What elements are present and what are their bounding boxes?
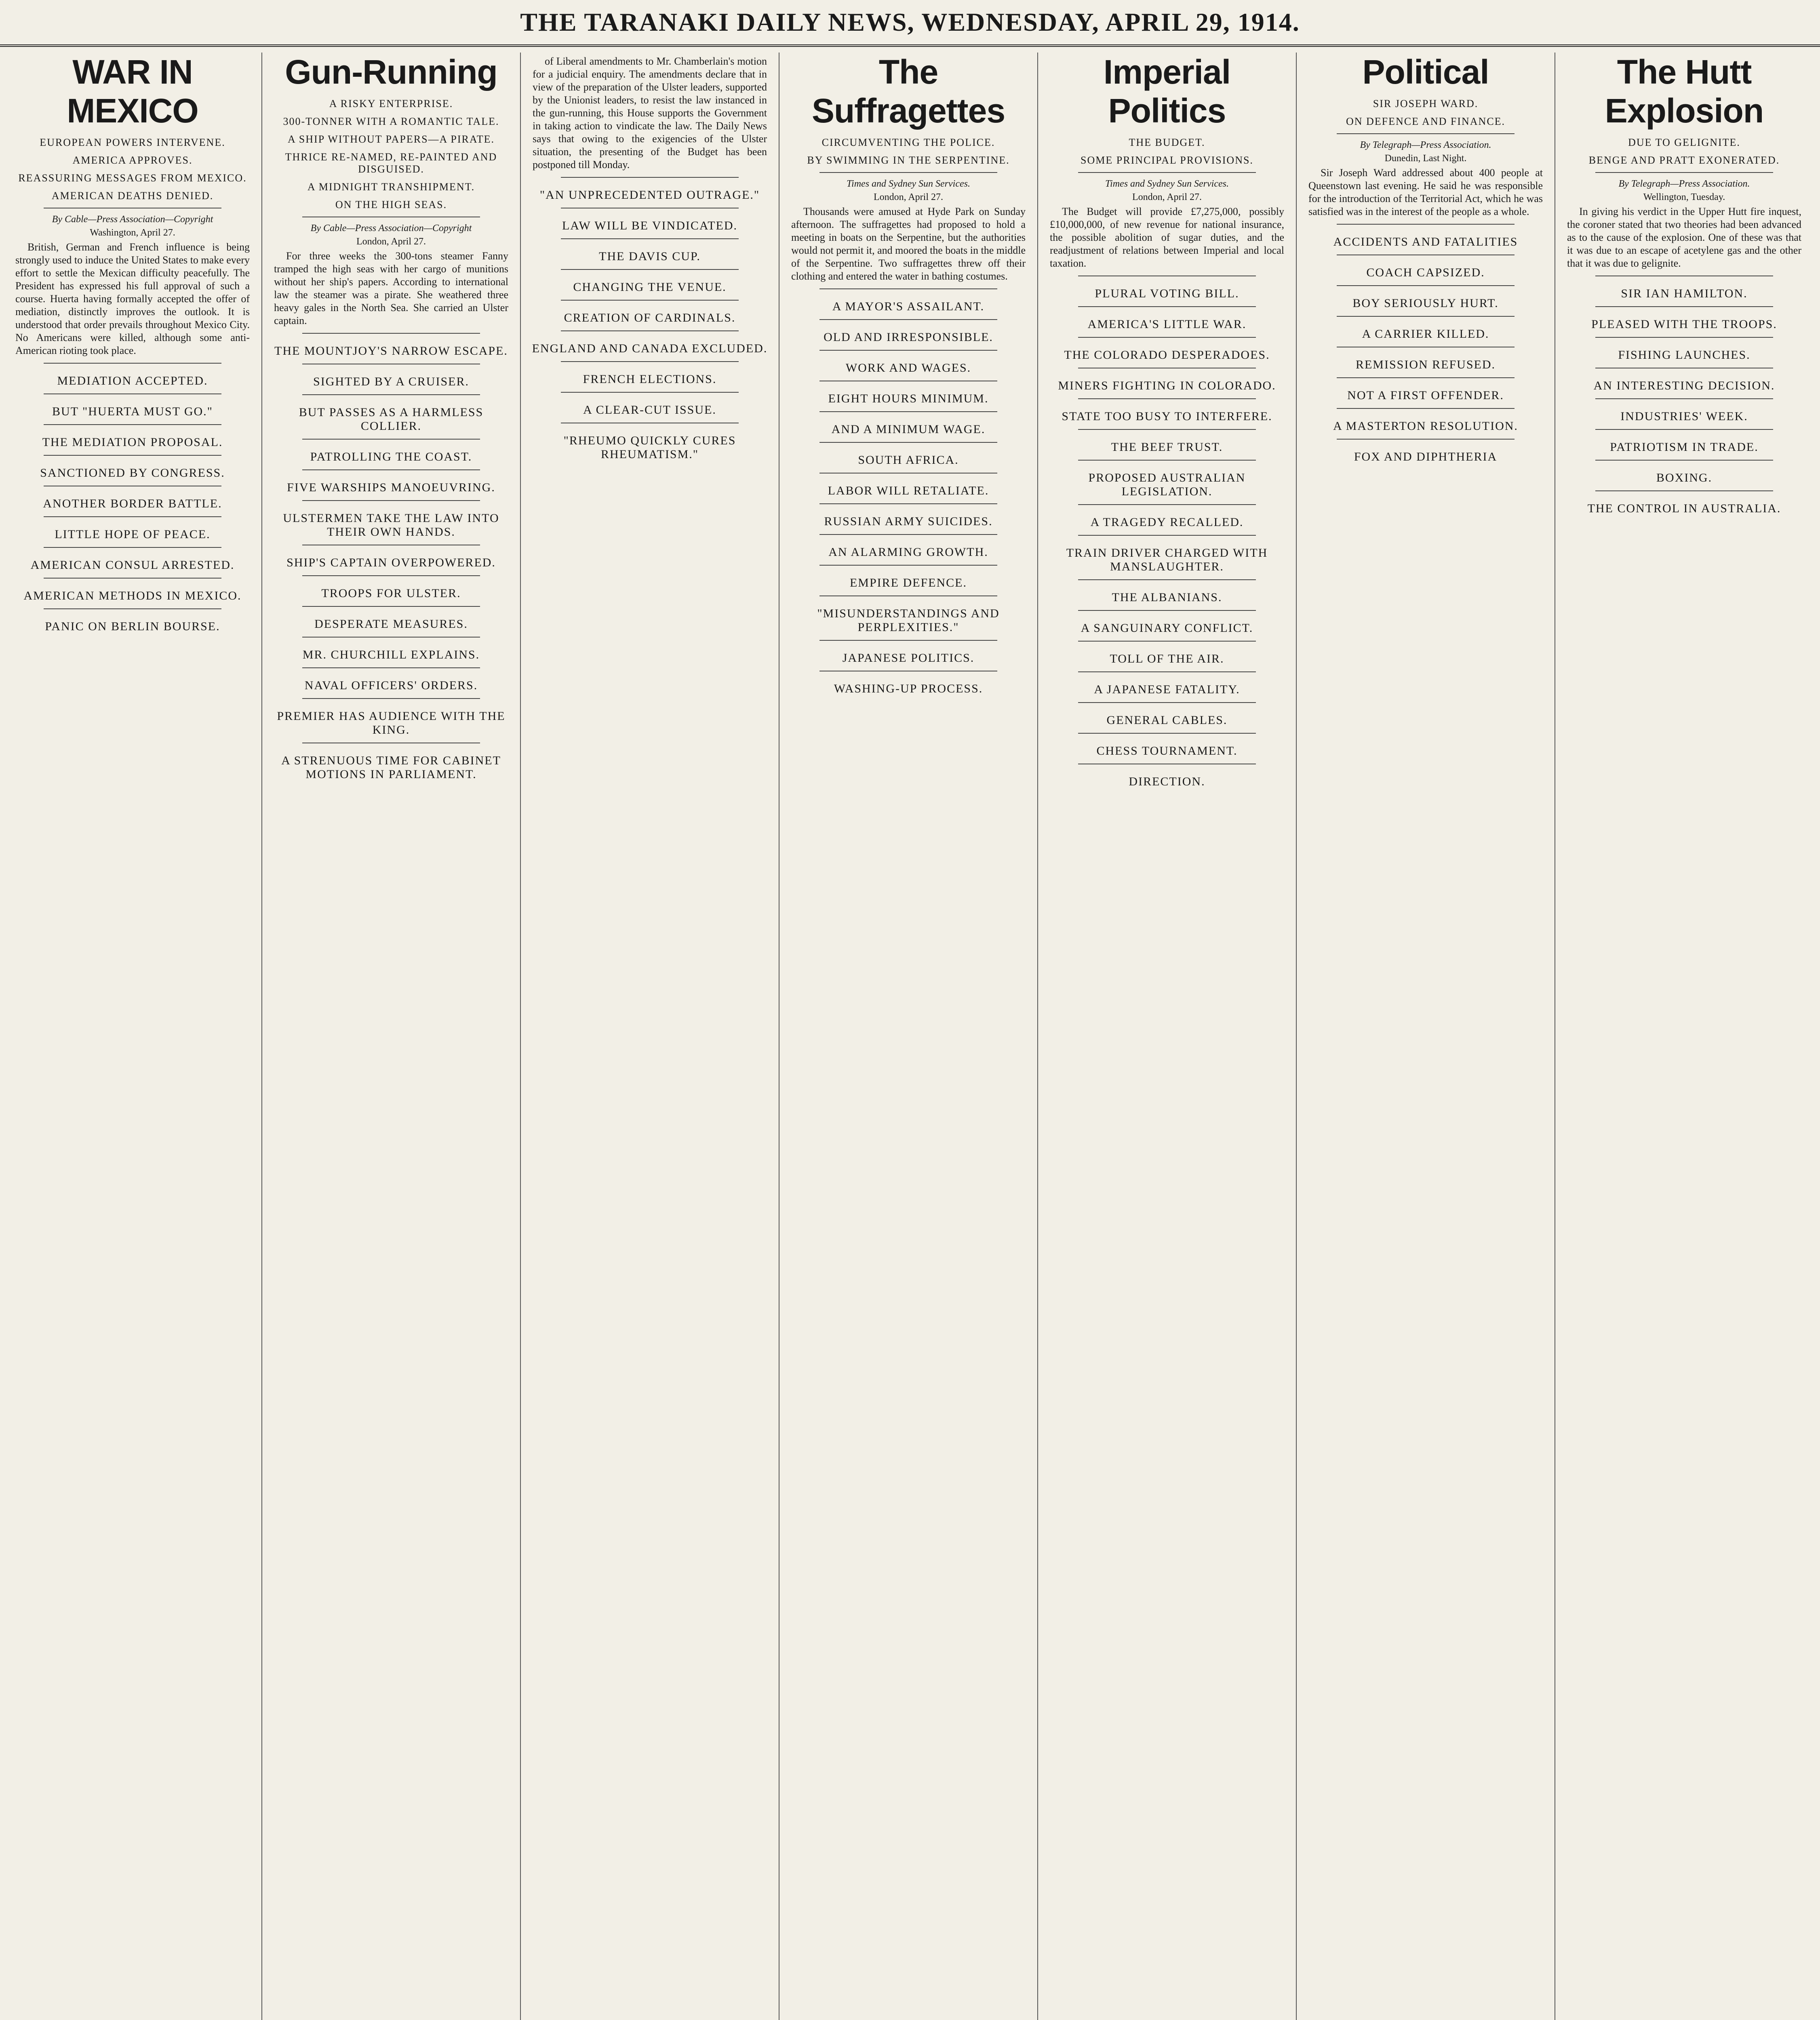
sub-headline: ON DEFENCE AND FINANCE.: [1346, 116, 1506, 127]
divider: [1078, 641, 1256, 642]
divider: [819, 595, 997, 596]
section-heading: FRENCH ELECTIONS.: [583, 372, 717, 386]
section-heading: FIVE WARSHIPS MANOEUVRING.: [287, 481, 495, 494]
divider: [819, 288, 997, 289]
divider: [819, 503, 997, 504]
divider: [44, 455, 221, 456]
sub-headline: BY SWIMMING IN THE SERPENTINE.: [807, 154, 1010, 166]
divider: [819, 640, 997, 641]
dateline: Washington, April 27.: [90, 227, 175, 238]
divider: [302, 667, 480, 668]
divider: [561, 300, 739, 301]
section-heading: SANCTIONED BY CONGRESS.: [40, 466, 225, 480]
section-heading: CHANGING THE VENUE.: [573, 280, 727, 294]
section-heading: STATE TOO BUSY TO INTERFERE.: [1062, 410, 1272, 423]
column-headline: WAR IN MEXICO: [67, 53, 198, 130]
sub-headline: SIR JOSEPH WARD.: [1373, 98, 1479, 109]
section-heading: GENERAL CABLES.: [1106, 713, 1228, 727]
section-heading: SIR IAN HAMILTON.: [1621, 287, 1748, 300]
section-heading: RUSSIAN ARMY SUICIDES.: [824, 515, 993, 528]
divider: [1078, 671, 1256, 672]
article-body: The Budget will provide £7,275,000, possibly £10,000,000, of new revenue for national insurance, the possible abolition of sugar duties, and the readjustment of relations between Imperial and local taxation.: [1050, 206, 1284, 269]
column-rule: [1037, 53, 1038, 2020]
dateline: London, April 27.: [874, 192, 943, 202]
sub-headline: DUE TO GELIGNITE.: [1628, 137, 1740, 148]
divider: [1595, 398, 1773, 399]
sub-headline: A SHIP WITHOUT PAPERS—A PIRATE.: [287, 133, 495, 145]
divider: [819, 442, 997, 443]
divider: [1337, 224, 1515, 225]
article-body: For three weeks the 300-tons steamer Fanny tramped the high seas with her cargo of munitions without her ship's papers. According to international law the steamer was a pirate. She weathered three heavy gales in the North Sea. She carried an Ulster captain.: [274, 250, 508, 326]
divider: [302, 469, 480, 470]
section-heading: TOLL OF THE AIR.: [1110, 652, 1224, 665]
article-body: In giving his verdict in the Upper Hutt fire inquest, the coroner stated that two theories had been advanced as to the cause of the explosion. One of these was that it was due to an escape of acetylene gas and the other that it was due to gelignite.: [1567, 206, 1801, 269]
news-column: [529, 53, 771, 2020]
sub-headline: A MIDNIGHT TRANSHIPMENT.: [307, 181, 475, 193]
section-heading: "MISUNDERSTANDINGS AND PERPLEXITIES.": [817, 607, 1000, 634]
sub-headline: ON THE HIGH SEAS.: [335, 199, 447, 210]
section-heading: ENGLAND AND CANADA EXCLUDED.: [532, 342, 768, 355]
divider: [1337, 408, 1515, 409]
news-column: [270, 53, 512, 2020]
sub-headline: 300-TONNER WITH A ROMANTIC TALE.: [283, 116, 499, 127]
divider: [44, 424, 221, 425]
divider: [561, 269, 739, 270]
column-rule: [261, 53, 262, 2020]
sub-headline: CIRCUMVENTING THE POLICE.: [822, 137, 995, 148]
column-headline: Imperial Politics: [1103, 53, 1231, 130]
divider: [1595, 337, 1773, 338]
divider: [1078, 398, 1256, 399]
section-heading: A MASTERTON RESOLUTION.: [1333, 419, 1518, 433]
section-heading: THE COLORADO DESPERADOES.: [1064, 348, 1270, 362]
divider: [1337, 377, 1515, 378]
section-heading: ACCIDENTS AND FATALITIES: [1333, 235, 1518, 248]
divider: [819, 565, 997, 566]
dateline: Dunedin, Last Night.: [1384, 153, 1467, 164]
section-heading: FOX AND DIPHTHERIA: [1354, 450, 1498, 463]
divider: [44, 578, 221, 579]
section-heading: THE MEDIATION PROPOSAL.: [42, 436, 223, 449]
dateline: London, April 27.: [1132, 192, 1202, 202]
article-body: Thousands were amused at Hyde Park on Sunday afternoon. The suffragettes had proposed to hold a meeting in boats on the Serpentine, but the authorities would not permit it, and moored the boats in the middle of the Serpentine. Two suffragettes threw off their clothing and entered the water in bathing costumes.: [791, 206, 1026, 282]
section-heading: TRAIN DRIVER CHARGED WITH MANSLAUGHTER.: [1066, 546, 1268, 573]
news-column: [787, 53, 1030, 2020]
section-heading: BOY SERIOUSLY HURT.: [1352, 297, 1499, 310]
section-heading: THE MOUNTJOY'S NARROW ESCAPE.: [274, 344, 508, 358]
article-body: of Liberal amendments to Mr. Chamberlain's motion for a judicial enquiry. The amendments declare that in view of the preparation of the Ulster leaders, supported by the Unionist leaders, to resist the law instanced in the gun-running, this House supports the Government in taking action to vindicate the law. The Daily News says that owing to the exigencies of the Ulster situation, the presenting of the Budget has been postponed till Monday.: [533, 55, 767, 170]
section-heading: MR. CHURCHILL EXPLAINS.: [302, 648, 480, 661]
column-rule: [1296, 53, 1297, 2020]
section-heading: LABOR WILL RETALIATE.: [828, 484, 989, 497]
divider: [819, 411, 997, 412]
section-heading: AND A MINIMUM WAGE.: [831, 423, 986, 436]
section-heading: A JAPANESE FATALITY.: [1094, 683, 1240, 696]
divider: [819, 534, 997, 535]
divider: [1078, 535, 1256, 536]
section-heading: A CLEAR-CUT ISSUE.: [583, 403, 716, 417]
divider: [1078, 610, 1256, 611]
section-heading: PROPOSED AUSTRALIAN LEGISLATION.: [1088, 471, 1246, 498]
sub-headline: BENGE AND PRATT EXONERATED.: [1588, 154, 1780, 166]
column-rule: [520, 53, 521, 2020]
section-heading: "RHEUMO QUICKLY CURES RHEUMATISM.": [563, 434, 736, 461]
news-column: [11, 53, 254, 2020]
divider: [44, 393, 221, 394]
divider: [1078, 579, 1256, 580]
divider: [1595, 172, 1773, 173]
section-heading: TROOPS FOR ULSTER.: [321, 587, 461, 600]
section-heading: THE BEEF TRUST.: [1111, 440, 1223, 454]
sub-headline: AMERICAN DEATHS DENIED.: [51, 190, 214, 202]
section-heading: A TRAGEDY RECALLED.: [1090, 516, 1244, 529]
divider: [302, 394, 480, 395]
section-heading: THE DAVIS CUP.: [599, 250, 701, 263]
divider: [1337, 439, 1515, 440]
divider: [302, 575, 480, 576]
section-heading: OLD AND IRRESPONSIBLE.: [824, 330, 993, 344]
section-heading: ULSTERMEN TAKE THE LAW INTO THEIR OWN HANDS.: [283, 511, 499, 539]
section-heading: THE CONTROL IN AUSTRALIA.: [1587, 502, 1781, 515]
sub-headline: THE BUDGET.: [1129, 137, 1205, 148]
section-heading: A MAYOR'S ASSAILANT.: [832, 300, 985, 313]
section-heading: JAPANESE POLITICS.: [842, 651, 975, 665]
sub-headline: AMERICA APPROVES.: [72, 154, 193, 166]
section-heading: SOUTH AFRICA.: [858, 453, 959, 467]
section-heading: A CARRIER KILLED.: [1362, 327, 1489, 341]
divider: [561, 392, 739, 393]
section-heading: LAW WILL BE VINDICATED.: [562, 219, 738, 232]
divider: [1337, 133, 1515, 134]
divider: [1078, 504, 1256, 505]
section-heading: REMISSION REFUSED.: [1355, 358, 1496, 371]
section-heading: PATROLLING THE COAST.: [310, 450, 472, 463]
divider: [44, 516, 221, 517]
divider: [1078, 337, 1256, 338]
column-headline: The Suffragettes: [811, 53, 1005, 130]
masthead: THE TARANAKI DAILY NEWS, WEDNESDAY, APRIL 29, 1914.: [0, 0, 1820, 47]
section-heading: MEDIATION ACCEPTED.: [57, 374, 208, 387]
article-body: British, German and French influence is being strongly used to induce the United States to make every effort to settle the Mexican difficulty peacefully. The President has expressed his full approval of such a course. Huerta having formally accepted the offer of mediation, distinctly improves the outlook. It is understood that order prevails throughout Mexico City. No Americans were killed, although some anti-American rioting took place.: [15, 241, 250, 356]
section-heading: AMERICA'S LITTLE WAR.: [1087, 318, 1247, 331]
section-heading: PATRIOTISM IN TRADE.: [1610, 440, 1759, 454]
section-heading: A STRENUOUS TIME FOR CABINET MOTIONS IN PARLIAMENT.: [281, 754, 501, 781]
section-heading: AMERICAN CONSUL ARRESTED.: [30, 558, 235, 572]
divider: [44, 608, 221, 609]
section-heading: PLEASED WITH THE TROOPS.: [1591, 318, 1777, 331]
section-heading: LITTLE HOPE OF PEACE.: [55, 528, 211, 541]
divider: [302, 500, 480, 501]
divider: [44, 547, 221, 548]
section-heading: AN INTERESTING DECISION.: [1593, 379, 1775, 392]
divider: [1337, 285, 1515, 286]
sub-headline: THRICE RE-NAMED, RE-PAINTED AND DISGUISED.: [285, 151, 497, 175]
section-heading: PANIC ON BERLIN BOURSE.: [45, 620, 220, 633]
divider: [302, 333, 480, 334]
divider: [1595, 490, 1773, 491]
divider: [1078, 429, 1256, 430]
article-body: Sir Joseph Ward addressed about 400 people at Queenstown last evening. He said he was responsible for the introduction of the Territorial Act, which he was satisfied was in the interest of the people as a whole.: [1308, 167, 1543, 217]
divider: [561, 177, 739, 178]
section-heading: CREATION OF CARDINALS.: [564, 311, 736, 324]
section-heading: DIRECTION.: [1129, 775, 1205, 788]
divider: [1078, 733, 1256, 734]
column-headline: Gun-Running: [285, 53, 497, 91]
section-heading: PLURAL VOTING BILL.: [1095, 287, 1239, 300]
divider: [561, 361, 739, 362]
divider: [1078, 460, 1256, 461]
divider: [302, 606, 480, 607]
section-heading: ANOTHER BORDER BATTLE.: [43, 497, 222, 510]
divider: [1078, 702, 1256, 703]
divider: [1595, 460, 1773, 461]
section-heading: EMPIRE DEFENCE.: [849, 576, 967, 589]
divider: [1078, 172, 1256, 173]
column-headline: The Hutt Explosion: [1605, 53, 1764, 130]
divider: [1595, 306, 1773, 307]
divider: [302, 637, 480, 638]
section-heading: "AN UNPRECEDENTED OUTRAGE.": [539, 188, 760, 202]
news-column: [1563, 53, 1805, 2020]
dateline: Wellington, Tuesday.: [1643, 192, 1725, 202]
divider: [819, 172, 997, 173]
section-heading: SIGHTED BY A CRUISER.: [313, 375, 469, 388]
section-heading: AN ALARMING GROWTH.: [828, 545, 988, 559]
divider: [819, 350, 997, 351]
section-heading: MINERS FIGHTING IN COLORADO.: [1058, 379, 1276, 392]
divider: [561, 330, 739, 331]
section-heading: AMERICAN METHODS IN MEXICO.: [23, 589, 242, 602]
news-column: [1304, 53, 1547, 2020]
divider: [819, 319, 997, 320]
section-heading: BUT "HUERTA MUST GO.": [52, 405, 213, 418]
section-heading: THE ALBANIANS.: [1112, 591, 1222, 604]
section-heading: WORK AND WAGES.: [845, 361, 971, 375]
section-heading: NAVAL OFFICERS' ORDERS.: [304, 679, 478, 692]
news-column: [1046, 53, 1288, 2020]
sub-headline: EUROPEAN POWERS INTERVENE.: [40, 137, 225, 148]
divider: [561, 238, 739, 239]
column-headline: Political: [1362, 53, 1489, 91]
section-heading: SHIP'S CAPTAIN OVERPOWERED.: [286, 556, 496, 569]
divider: [44, 363, 221, 364]
section-heading: DESPERATE MEASURES.: [314, 617, 468, 631]
section-heading: BUT PASSES AS A HARMLESS COLLIER.: [299, 406, 484, 433]
section-heading: COACH CAPSIZED.: [1366, 266, 1485, 279]
section-heading: INDUSTRIES' WEEK.: [1620, 410, 1748, 423]
section-heading: EIGHT HOURS MINIMUM.: [828, 392, 989, 405]
section-heading: PREMIER HAS AUDIENCE WITH THE KING.: [277, 709, 506, 736]
sub-headline: REASSURING MESSAGES FROM MEXICO.: [18, 172, 247, 184]
divider: [1337, 316, 1515, 317]
byline: By Cable—Press Association—Copyright: [310, 223, 472, 234]
section-heading: NOT A FIRST OFFENDER.: [1347, 389, 1504, 402]
section-heading: A SANGUINARY CONFLICT.: [1081, 621, 1253, 635]
section-heading: FISHING LAUNCHES.: [1618, 348, 1750, 362]
sub-headline: A RISKY ENTERPRISE.: [329, 98, 453, 109]
divider: [302, 698, 480, 699]
byline: By Telegraph—Press Association.: [1360, 140, 1491, 150]
section-heading: CHESS TOURNAMENT.: [1096, 744, 1238, 758]
divider: [302, 439, 480, 440]
byline: By Cable—Press Association—Copyright: [52, 214, 213, 225]
section-heading: BOXING.: [1656, 471, 1713, 484]
section-heading: WASHING-UP PROCESS.: [834, 682, 983, 695]
byline: By Telegraph—Press Association.: [1618, 179, 1750, 189]
byline: Times and Sydney Sun Services.: [847, 179, 970, 189]
dateline: London, April 27.: [356, 236, 426, 247]
sub-headline: SOME PRINCIPAL PROVISIONS.: [1081, 154, 1253, 166]
byline: Times and Sydney Sun Services.: [1105, 179, 1229, 189]
divider: [1078, 306, 1256, 307]
divider: [1595, 429, 1773, 430]
